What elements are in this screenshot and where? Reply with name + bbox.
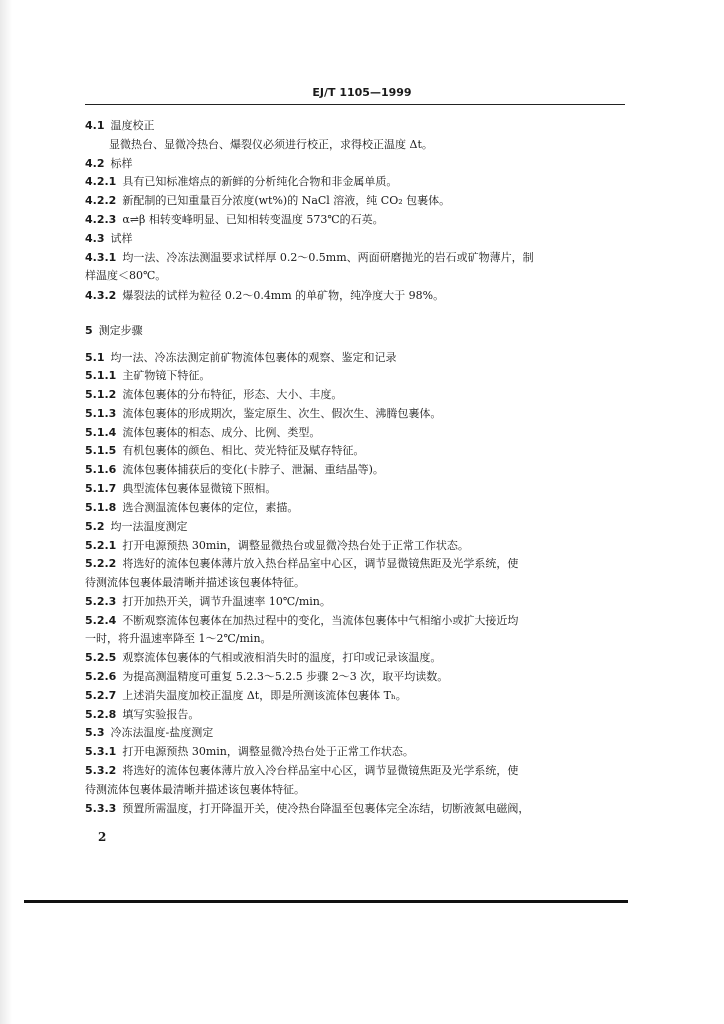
section-line — [85, 500, 625, 516]
section-number: 5.2.8 — [85, 708, 117, 721]
section-line — [85, 481, 625, 497]
section-text: 待测流体包裹体最清晰并描述该包裹体特征。 — [85, 783, 305, 796]
section-number: 5 — [85, 324, 93, 337]
section-text: 冷冻法温度-盐度测定 — [110, 726, 214, 739]
section-line — [85, 406, 625, 422]
section-text: 填写实验报告。 — [122, 708, 200, 721]
section-number: 4.2 — [85, 157, 105, 170]
section-number: 5.1.8 — [85, 501, 117, 514]
section-text: 标样 — [110, 157, 133, 170]
section-text: 观察流体包裹体的气相或液相消失时的温度，打印或记录该温度。 — [122, 651, 442, 664]
section-line — [85, 231, 625, 247]
section-line — [85, 801, 625, 817]
section-line — [85, 212, 625, 228]
section-number: 5.2.1 — [85, 539, 117, 552]
section-text: 样温度＜80℃。 — [85, 269, 167, 282]
document-header: EJ/T 1105—1999 — [312, 86, 412, 99]
section-number: 5.1.6 — [85, 463, 117, 476]
section-text: 主矿物镜下特征。 — [122, 369, 211, 382]
section-text: 打开电源预热 30min，调整显微热台或显微冷热台处于正常工作状态。 — [122, 539, 469, 552]
section-line — [85, 688, 625, 704]
section-line — [85, 669, 625, 685]
section-line — [85, 650, 625, 666]
section-line — [85, 425, 625, 441]
section-line — [85, 594, 625, 610]
section-line — [85, 519, 625, 535]
section-line — [85, 288, 625, 304]
section-line — [85, 174, 625, 190]
section-text: 流体包裹体的分布特征，形态、大小、丰度。 — [122, 388, 343, 401]
section-text: 温度校正 — [110, 119, 155, 132]
section-number: 4.3 — [85, 232, 105, 245]
bottom-rule — [24, 900, 628, 903]
section-text: 测定步骤 — [98, 324, 143, 337]
section-number: 5.2.4 — [85, 614, 117, 627]
section-line — [85, 556, 625, 572]
section-line — [85, 193, 625, 209]
section-text: 打开电源预热 30min，调整显微冷热台处于正常工作状态。 — [122, 745, 414, 758]
section-number: 5.1 — [85, 351, 105, 364]
section-number: 5.2 — [85, 520, 105, 533]
section-number: 5.3.3 — [85, 802, 117, 815]
section-number: 5.3 — [85, 726, 105, 739]
continuation-line — [85, 631, 625, 647]
section-number: 4.2.2 — [85, 194, 117, 207]
header-rule — [85, 104, 625, 105]
section-text: 显微热台、显微冷热台、爆裂仪必须进行校正，求得校正温度 Δt。 — [109, 138, 433, 151]
continuation-line — [85, 268, 625, 284]
section-line — [85, 368, 625, 384]
section-text: 打开加热开关，调节升温速率 10℃/min。 — [122, 595, 331, 608]
section-text: 将选好的流体包裹体薄片放入热台样品室中心区，调节显微镜焦距及光学系统，使 — [122, 557, 519, 570]
section-text: 为提高测温精度可重复 5.2.3～5.2.5 步骤 2～3 次，取平均读数。 — [122, 670, 449, 683]
section-number: 5.2.2 — [85, 557, 117, 570]
section-text: 均一法、冷冻法测定前矿物流体包裹体的观察、鉴定和记录 — [110, 351, 397, 364]
page-number: 2 — [98, 830, 107, 844]
section-number: 5.1.5 — [85, 444, 117, 457]
section-line — [85, 250, 625, 266]
section-line — [85, 462, 625, 478]
section-number: 4.2.3 — [85, 213, 117, 226]
section-number: 5.2.7 — [85, 689, 117, 702]
section-number: 5.1.4 — [85, 426, 117, 439]
section-text: 不断观察流体包裹体在加热过程中的变化，当流体包裹体中气相缩小或扩大接近均 — [122, 614, 519, 627]
section-text: 试样 — [110, 232, 133, 245]
section-number: 5.2.3 — [85, 595, 117, 608]
section-text: 新配制的已知重量百分浓度(wt%)的 NaCl 溶液，纯 CO₂ 包裹体。 — [122, 194, 451, 207]
section-text: 具有已知标准熔点的新鲜的分析纯化合物和非金属单质。 — [122, 175, 398, 188]
section-text: 爆裂法的试样为粒径 0.2～0.4mm 的单矿物，纯净度大于 98%。 — [122, 289, 445, 302]
section-number: 4.3.2 — [85, 289, 117, 302]
section-line — [85, 707, 625, 723]
section-number: 4.2.1 — [85, 175, 117, 188]
section-text: 流体包裹体捕获后的变化(卡脖子、泄漏、重结晶等)。 — [122, 463, 384, 476]
continuation-line — [85, 575, 625, 591]
section-line — [85, 350, 625, 366]
section-text: 典型流体包裹体显微镜下照相。 — [122, 482, 277, 495]
section-text: α⇌β 相转变峰明显、已知相转变温度 573℃的石英。 — [122, 213, 384, 226]
section-line — [85, 744, 625, 760]
section-number: 5.1.1 — [85, 369, 117, 382]
section-text: 流体包裹体的相态、成分、比例、类型。 — [122, 426, 321, 439]
section-text: 将选好的流体包裹体薄片放入冷台样品室中心区，调节显微镜焦距及光学系统，使 — [122, 764, 519, 777]
section-line — [85, 763, 625, 779]
section-text: 上述消失温度加校正温度 Δt，即是所测该流体包裹体 Tₕ。 — [122, 689, 407, 702]
section-text: 一时，将升温速率降至 1～2℃/min。 — [85, 632, 272, 645]
section-line — [85, 118, 625, 134]
section-number: 5.1.3 — [85, 407, 117, 420]
section-text: 选合测温流体包裹体的定位，素描。 — [122, 501, 299, 514]
section-line — [85, 323, 625, 339]
section-line — [85, 725, 625, 741]
section-line — [85, 387, 625, 403]
section-number: 4.1 — [85, 119, 105, 132]
section-text: 均一法、冷冻法测温要求试样厚 0.2～0.5mm、两面研磨抛光的岩石或矿物薄片，制 — [122, 251, 534, 264]
section-number: 5.1.7 — [85, 482, 117, 495]
continuation-line — [85, 782, 625, 798]
section-text: 均一法温度测定 — [110, 520, 188, 533]
section-number: 5.1.2 — [85, 388, 117, 401]
continuation-line — [85, 137, 625, 153]
section-line — [85, 443, 625, 459]
section-number: 5.2.6 — [85, 670, 117, 683]
section-number: 4.3.1 — [85, 251, 117, 264]
section-text: 流体包裹体的形成期次，鉴定原生、次生、假次生、沸腾包裹体。 — [122, 407, 442, 420]
scan-edge-shadow — [0, 0, 12, 1024]
section-number: 5.3.1 — [85, 745, 117, 758]
section-line — [85, 156, 625, 172]
section-text: 待测流体包裹体最清晰并描述该包裹体特征。 — [85, 576, 305, 589]
section-number: 5.3.2 — [85, 764, 117, 777]
section-line — [85, 613, 625, 629]
section-number: 5.2.5 — [85, 651, 117, 664]
section-text: 预置所需温度，打开降温开关，使冷热台降温至包裹体完全冻结，切断液氮电磁阀， — [122, 802, 530, 815]
section-text: 有机包裹体的颜色、相比、荧光特征及赋存特征。 — [122, 444, 365, 457]
section-line — [85, 538, 625, 554]
